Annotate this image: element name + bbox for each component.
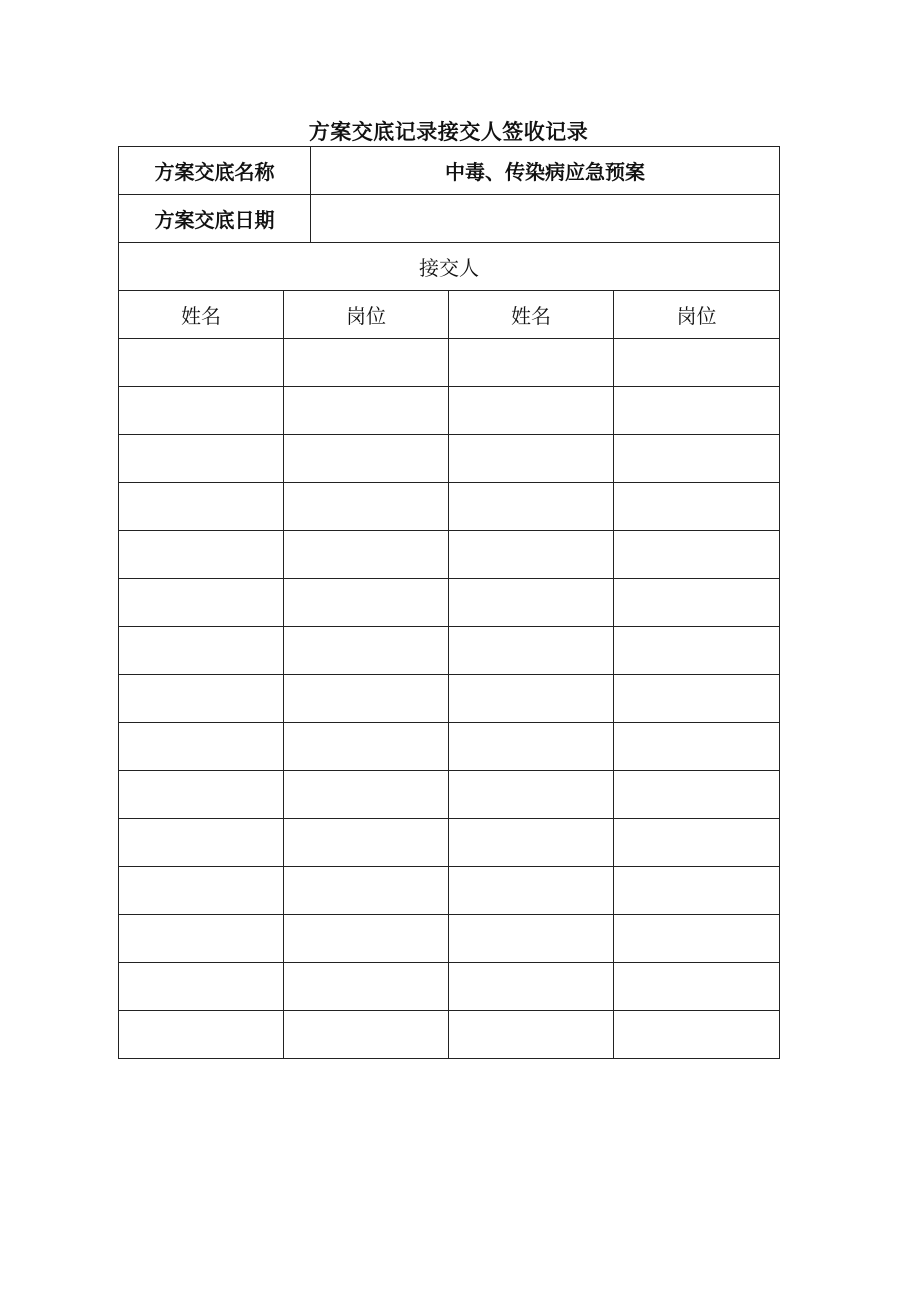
signature-name-cell — [449, 915, 614, 963]
signature-row — [119, 435, 780, 483]
signature-name-cell — [119, 1011, 284, 1059]
signature-position-cell — [614, 771, 780, 819]
signature-name-cell — [119, 483, 284, 531]
plan-date-label: 方案交底日期 — [119, 195, 311, 243]
signature-row — [119, 867, 780, 915]
signature-name-cell — [449, 339, 614, 387]
signature-name-cell — [119, 867, 284, 915]
signature-position-cell — [284, 531, 449, 579]
signature-name-cell — [449, 579, 614, 627]
signature-row — [119, 1011, 780, 1059]
signature-row — [119, 339, 780, 387]
header-position-2: 岗位 — [614, 291, 780, 339]
signature-row — [119, 819, 780, 867]
signature-position-cell — [614, 483, 780, 531]
signature-position-cell — [284, 963, 449, 1011]
plan-name-row — [119, 147, 780, 195]
signature-position-cell — [284, 675, 449, 723]
signature-position-cell — [614, 435, 780, 483]
signature-position-cell — [614, 579, 780, 627]
signature-row — [119, 723, 780, 771]
receivers-section-row — [119, 243, 780, 291]
signature-name-cell — [449, 483, 614, 531]
header-position-1: 岗位 — [284, 291, 449, 339]
signature-name-cell — [449, 675, 614, 723]
plan-date-row — [119, 195, 780, 243]
signature-name-cell — [119, 531, 284, 579]
signature-row — [119, 483, 780, 531]
signature-position-cell — [284, 435, 449, 483]
signature-row — [119, 675, 780, 723]
plan-name-value: 中毒、传染病应急预案 — [311, 147, 780, 195]
signature-position-cell — [284, 819, 449, 867]
header-name-1: 姓名 — [119, 291, 284, 339]
signature-name-cell — [119, 435, 284, 483]
signature-name-cell — [119, 915, 284, 963]
signature-row — [119, 531, 780, 579]
signature-position-cell — [614, 867, 780, 915]
signature-name-cell — [449, 531, 614, 579]
signature-position-cell — [614, 819, 780, 867]
signature-position-cell — [614, 387, 780, 435]
signature-name-cell — [449, 867, 614, 915]
signature-position-cell — [284, 867, 449, 915]
signature-row — [119, 963, 780, 1011]
signature-name-cell — [449, 435, 614, 483]
signature-position-cell — [284, 483, 449, 531]
signature-name-cell — [119, 819, 284, 867]
signature-position-cell — [284, 627, 449, 675]
signature-name-cell — [449, 771, 614, 819]
signature-name-cell — [119, 579, 284, 627]
receivers-header-row — [119, 291, 780, 339]
signature-position-cell — [614, 531, 780, 579]
sign-off-table — [118, 146, 780, 1059]
signature-name-cell — [449, 819, 614, 867]
signature-name-cell — [119, 723, 284, 771]
header-name-2: 姓名 — [449, 291, 614, 339]
signature-row — [119, 387, 780, 435]
signature-position-cell — [614, 339, 780, 387]
signature-position-cell — [614, 627, 780, 675]
signature-name-cell — [119, 771, 284, 819]
signature-name-cell — [119, 963, 284, 1011]
signature-name-cell — [449, 627, 614, 675]
signature-position-cell — [284, 1011, 449, 1059]
signature-position-cell — [614, 915, 780, 963]
signature-position-cell — [284, 387, 449, 435]
signature-position-cell — [614, 723, 780, 771]
signature-position-cell — [284, 915, 449, 963]
signature-position-cell — [614, 963, 780, 1011]
signature-name-cell — [119, 675, 284, 723]
document-title: 方案交底记录接交人签收记录 — [308, 119, 589, 144]
receivers-section-label: 接交人 — [119, 243, 780, 291]
signature-position-cell — [614, 1011, 780, 1059]
signature-row — [119, 915, 780, 963]
signature-name-cell — [119, 339, 284, 387]
signature-name-cell — [449, 1011, 614, 1059]
signature-row — [119, 771, 780, 819]
plan-date-value — [311, 195, 780, 243]
plan-name-label: 方案交底名称 — [119, 147, 311, 195]
signature-name-cell — [449, 387, 614, 435]
signature-name-cell — [119, 387, 284, 435]
signature-position-cell — [614, 675, 780, 723]
signature-row — [119, 627, 780, 675]
signature-name-cell — [449, 723, 614, 771]
signature-position-cell — [284, 579, 449, 627]
signature-position-cell — [284, 771, 449, 819]
signature-position-cell — [284, 723, 449, 771]
signature-row — [119, 579, 780, 627]
signature-position-cell — [284, 339, 449, 387]
signature-name-cell — [119, 627, 284, 675]
signature-name-cell — [449, 963, 614, 1011]
